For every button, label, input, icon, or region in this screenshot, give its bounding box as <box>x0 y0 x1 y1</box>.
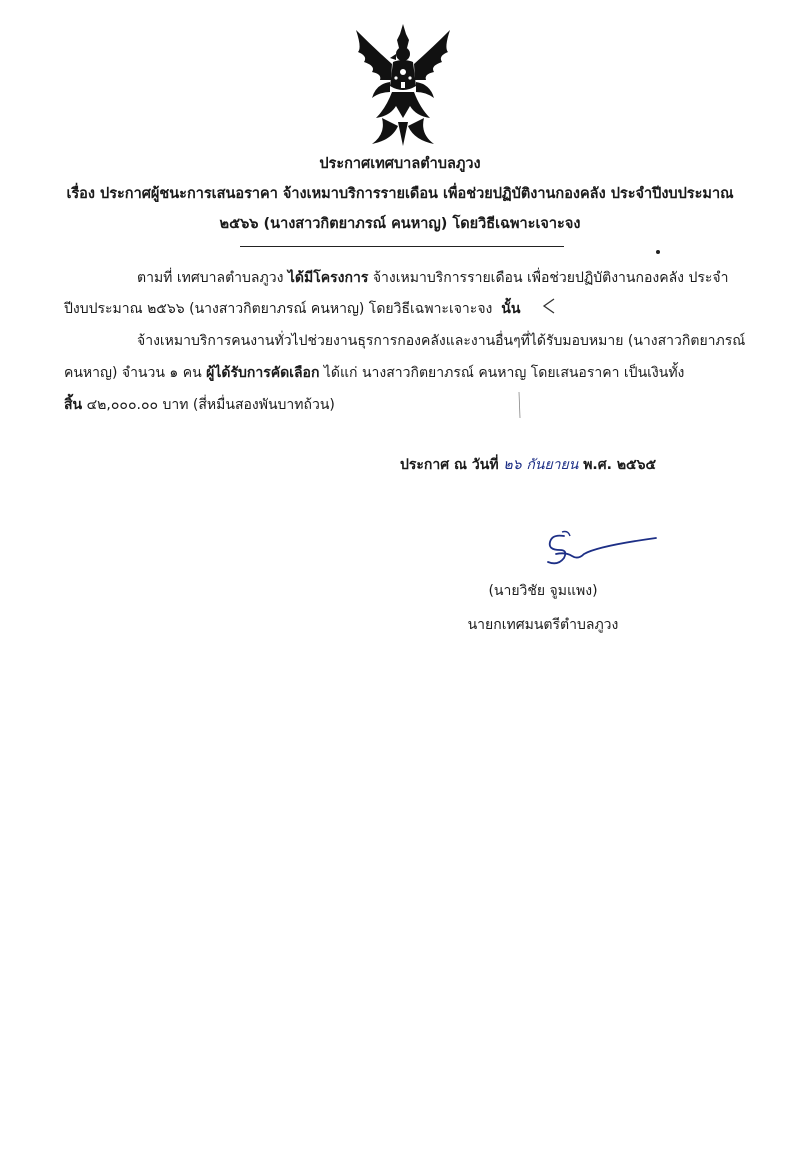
p2-line2-a: คนหาญ) จำนวน ๑ คน <box>64 365 202 381</box>
signer-name: (นายวิชัย จูมแพง) <box>488 583 598 599</box>
paragraph-2-line-1: จ้างเหมาบริการคนงานทั่วไปช่วยงานธุรการกองคลังและงานอื่นๆที่ได้รับมอบหมาย (นางสาวกิตยาภรณ์ <box>137 333 746 349</box>
signer-title: นายกเทศมนตรีตำบลภูวง <box>467 617 619 633</box>
p2-line3-b: ๔๒,๐๐๐.๐๐ บาท (สี่หมื่นสองพันบาทถ้วน) <box>86 397 335 413</box>
handwritten-mark-icon <box>540 296 558 318</box>
p1-bold: ได้มีโครงการ <box>287 270 369 286</box>
p1-end: นั้น <box>501 301 521 317</box>
signature-icon <box>538 528 660 574</box>
paragraph-1-line-2 <box>64 298 520 320</box>
garuda-emblem-icon <box>346 22 460 148</box>
ink-dot <box>656 250 660 254</box>
paragraph-2-line-2 <box>64 362 684 384</box>
p1-line2: ปีงบประมาณ ๒๕๖๖ (นางสาวกิตยาภรณ์ คนหาญ) โดยวิธีเฉพาะเจาะจง <box>64 301 493 317</box>
organization-title: ประกาศเทศบาลตำบลภูวง <box>319 156 481 172</box>
announce-year: พ.ศ. ๒๕๖๕ <box>583 457 657 473</box>
header-divider <box>240 246 564 247</box>
subject-line-1: เรื่อง ประกาศผู้ชนะการเสนอราคา จ้างเหมาบริการรายเดือน เพื่อช่วยปฏิบัติงานกองคลัง ประจำปีงบประมาณ <box>66 186 734 202</box>
announcement-date <box>400 454 656 476</box>
stray-pen-mark <box>518 392 522 418</box>
paragraph-1-line-1 <box>137 267 728 289</box>
announce-day: ๒๖ <box>503 457 522 473</box>
announce-prefix: ประกาศ ณ วันที่ <box>400 457 499 473</box>
p2-line2-c: ได้แก่ นางสาวกิตยาภรณ์ คนหาญ โดยเสนอราคา เป็นเงินทั้ง <box>323 365 685 381</box>
p2-line3-a: สิ้น <box>64 397 83 413</box>
p1-prefix: ตามที่ เทศบาลตำบลภูวง <box>137 270 284 286</box>
subject-line-2: ๒๕๖๖ (นางสาวกิตยาภรณ์ คนหาญ) โดยวิธีเฉพาะเจาะจง <box>219 216 581 232</box>
announce-month: กันยายน <box>526 457 579 473</box>
paragraph-2-line-3 <box>64 394 335 416</box>
p2-line2-b: ผู้ได้รับการคัดเลือก <box>206 365 320 381</box>
p1-rest: จ้างเหมาบริการรายเดือน เพื่อช่วยปฏิบัติงานกองคลัง ประจำ <box>372 270 729 286</box>
